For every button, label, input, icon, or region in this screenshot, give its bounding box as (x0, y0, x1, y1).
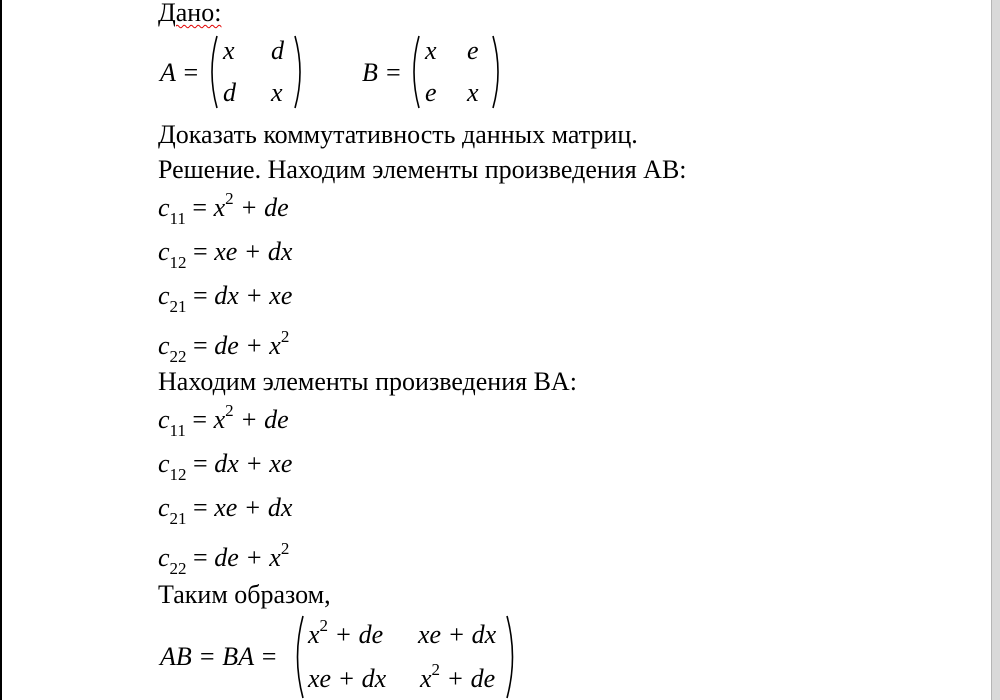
given-label (158, 0, 221, 28)
result-r2c1: xe + dx (308, 664, 387, 693)
ba-element-c21: $c_{21}$ = xe + dx (158, 493, 293, 528)
task-text: Доказать коммутативность данных матриц. (158, 120, 638, 149)
matrix-b-r1c1: x (425, 36, 437, 65)
result-r1c1: $x^2$ + de (308, 616, 384, 649)
matrix-a-lhs: A = (160, 58, 200, 87)
given-label-text: Дано: (158, 0, 222, 27)
ab-element-c21: $c_{21}$ = dx + xe (158, 281, 293, 316)
result-lhs: AB = BA = (160, 642, 278, 671)
matrix-b-r1c2: e (467, 36, 479, 65)
matrix-a-r1c1: x (223, 36, 235, 65)
matrix-b-lhs: B = (362, 58, 402, 87)
ab-element-c11: $c_{11} = x^2$ + de (158, 189, 289, 228)
matrix-b-r2c2: x (467, 78, 479, 107)
matrix-b-parentheses (407, 34, 503, 110)
matrix-a (205, 34, 305, 110)
matrix-b-r2c1: e (425, 78, 437, 107)
ba-element-c22: $c_{22}$ = de + $x^2$ (158, 539, 290, 578)
solution-ab-text: Решение. Находим элементы произведения AB: (158, 155, 687, 184)
matrix-a-parentheses (205, 34, 305, 110)
result-r2c2: $x^2$ + de (420, 660, 496, 693)
ba-element-c12: $c_{12}$ = dx + xe (158, 449, 293, 484)
result-r1c2: xe + dx (418, 620, 497, 649)
conclusion-text: Таким образом, (158, 580, 331, 609)
ab-element-c22: $c_{22}$ = de + $x^2$ (158, 327, 290, 366)
ab-element-c12: $c_{12}$ = xe + dx (158, 237, 293, 272)
solution-ba-text: Находим элементы произведения BA: (158, 367, 577, 396)
matrix-a-r1c2: d (271, 36, 284, 65)
matrix-b (407, 34, 503, 110)
matrix-a-r2c2: x (271, 78, 283, 107)
result-matrix (290, 614, 520, 700)
ba-element-c11: $c_{11} = x^2$ + de (158, 401, 289, 440)
matrix-a-r2c1: d (223, 78, 236, 107)
